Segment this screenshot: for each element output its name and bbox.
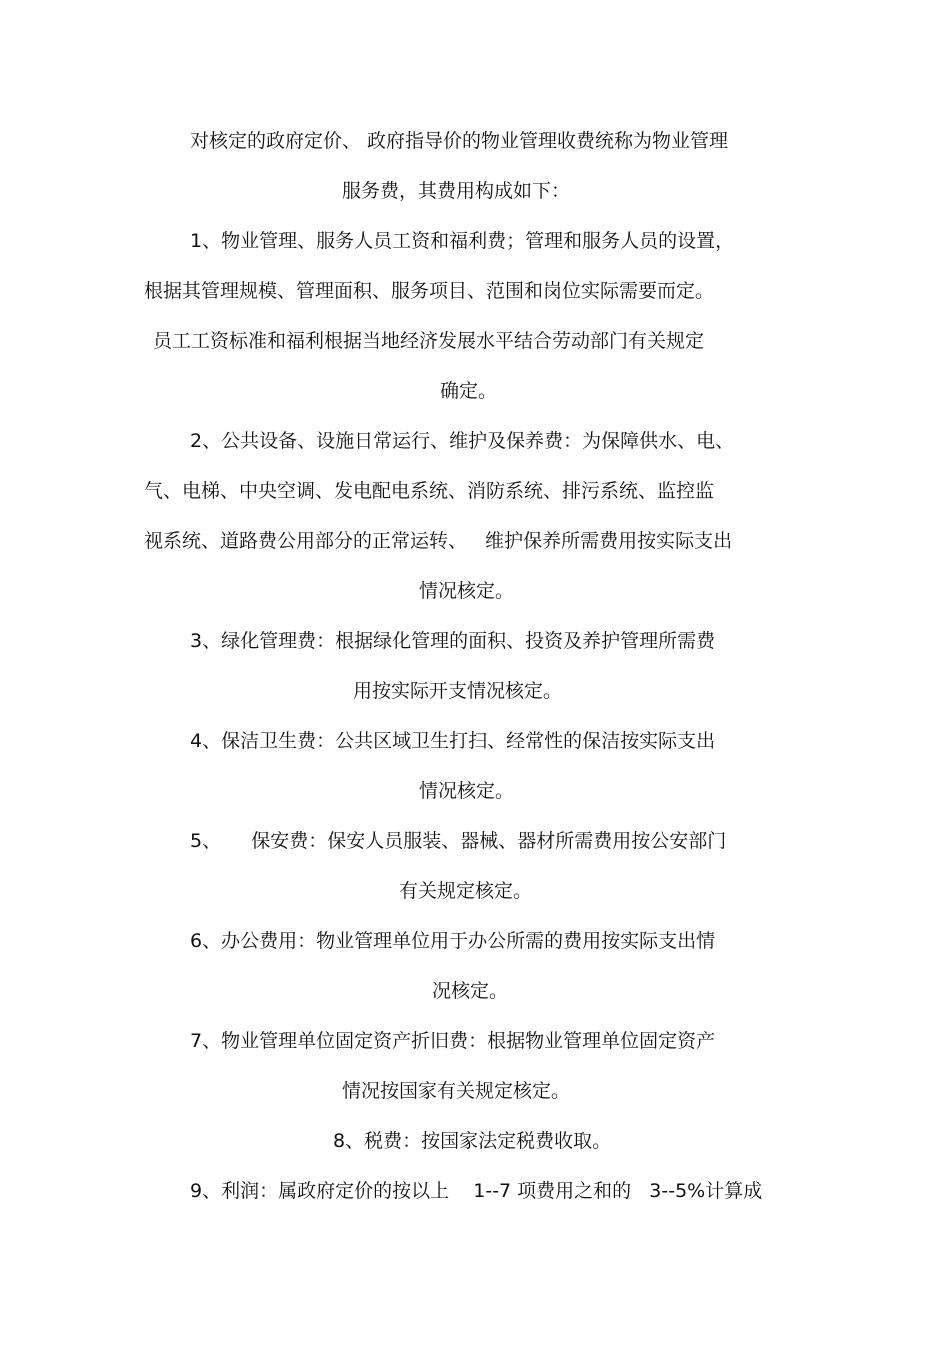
text-line: 1、物业管理、服务人员工资和福利费；管理和服务人员的设置， (190, 230, 735, 252)
text-line: 根据其管理规模、管理面积、服务项目、范围和岗位实际需要而定。 (144, 280, 715, 302)
text-line: 确定。 (440, 380, 498, 402)
text-line: 视系统、道路费公用部分的正常运转、 维护保养所需费用按实际支出 (144, 530, 733, 552)
text-line: 9、利润：属政府定价的按以上 1--7 项费用之和的 3--5%计算成 (190, 1180, 763, 1202)
text-line: 4、保洁卫生费：公共区域卫生打扫、经常性的保洁按实际支出 (190, 730, 716, 752)
text-line: 6、办公费用：物业管理单位用于办公所需的费用按实际支出情 (190, 930, 716, 952)
text-line: 情况核定。 (419, 580, 515, 602)
text-line: 5、 保安费：保安人员服装、器械、器材所需费用按公安部门 (190, 830, 727, 852)
text-line: 员工工资标准和福利根据当地经济发展水平结合劳动部门有关规定 (153, 330, 705, 352)
text-line: 况核定。 (432, 980, 509, 1002)
text-line: 情况核定。 (419, 780, 515, 802)
text-line: 用按实际开支情况核定。 (353, 680, 563, 702)
text-line: 有关规定核定。 (399, 880, 533, 902)
text-line: 服务费，其费用构成如下： (342, 180, 571, 202)
text-line: 3、绿化管理费：根据绿化管理的面积、投资及养护管理所需费 (190, 630, 716, 652)
text-line: 情况按国家有关规定核定。 (342, 1080, 571, 1102)
text-line: 7、物业管理单位固定资产折旧费：根据物业管理单位固定资产 (190, 1030, 716, 1052)
text-line: 2、公共设备、设施日常运行、维护及保养费：为保障供水、电、 (190, 430, 735, 452)
text-line: 气、电梯、中央空调、发电配电系统、消防系统、排污系统、监控监 (144, 480, 715, 502)
text-line: 8、税费：按国家法定税费收取。 (333, 1130, 612, 1152)
text-line: 对核定的政府定价、 政府指导价的物业管理收费统称为物业管理 (190, 130, 729, 152)
